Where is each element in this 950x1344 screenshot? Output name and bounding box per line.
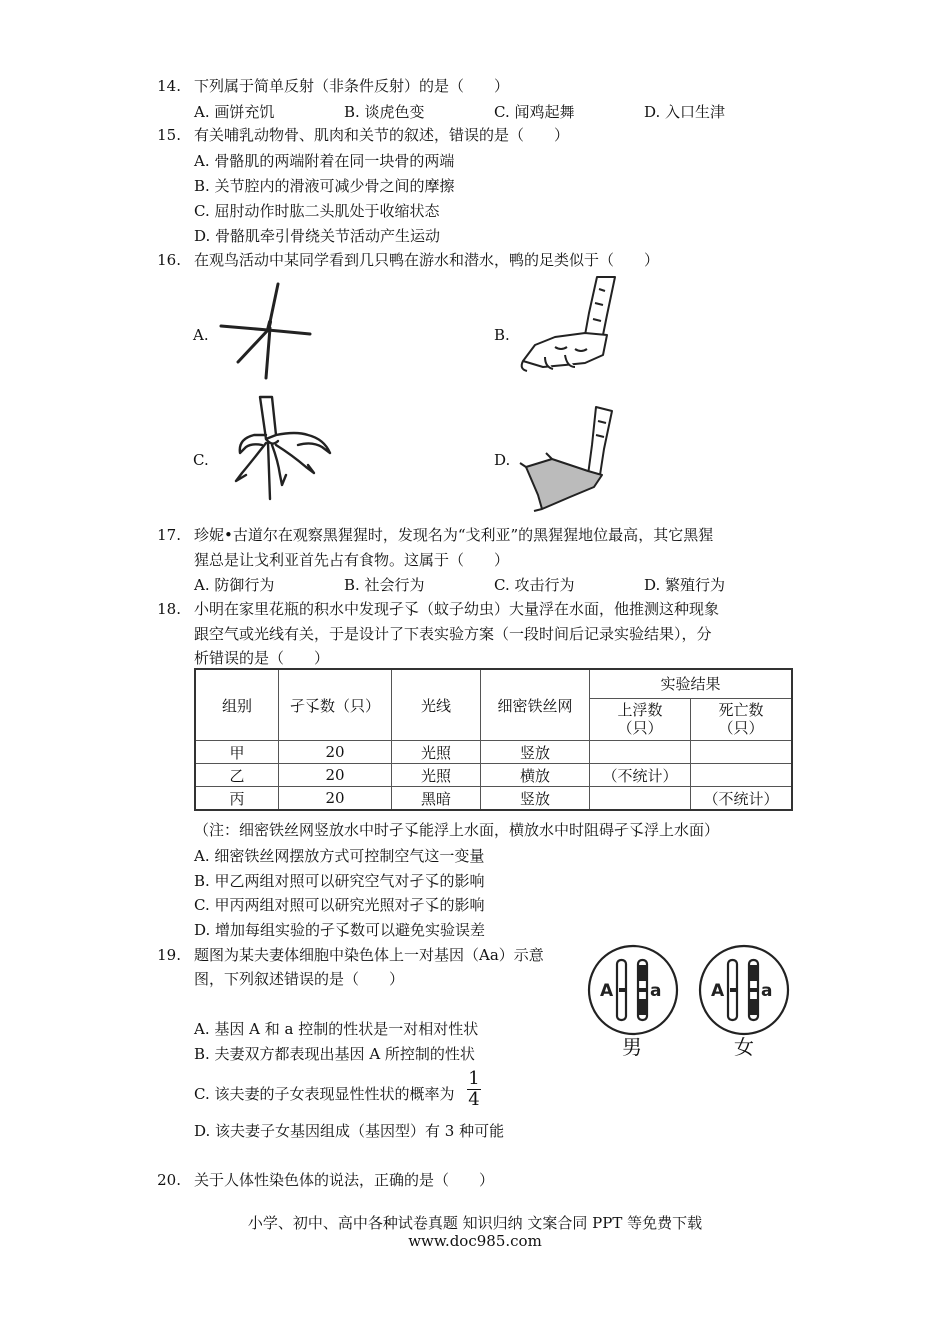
cell-count: 20 <box>279 741 392 764</box>
header-count: 孑孓数（只） <box>279 669 392 741</box>
option-d: D. 入口生津 <box>644 103 726 121</box>
option-d: D. 繁殖行为 <box>644 576 726 594</box>
question-number: 18. <box>157 600 181 618</box>
question-number: 14. <box>157 77 181 95</box>
header-dead <box>691 698 793 740</box>
header-group: 组别 <box>195 669 279 741</box>
header-dead-line2: （只） <box>718 719 764 738</box>
cell-float: （不统计） <box>590 764 691 787</box>
bird-foot-a-figure <box>218 282 318 382</box>
question-stem-line: 跟空气或光线有关，于是设计了下表实验方案（一段时间后记录实验结果），分 <box>194 625 712 643</box>
question-stem-line: 图，下列叙述错误的是（ ） <box>194 970 405 988</box>
footer-url[interactable]: www.doc985.com <box>408 1232 542 1250</box>
question-stem-line: 小明在家里花瓶的积水中发现孑孓（蚊子幼虫）大量浮在水面，他推测这种现象 <box>194 600 720 618</box>
question-stem: 关于人体性染色体的说法，正确的是（ ） <box>194 1171 495 1189</box>
cell-mesh: 竖放 <box>481 741 590 764</box>
option-a: A. 骨骼肌的两端附着在同一块骨的两端 <box>194 152 455 170</box>
question-number: 19. <box>157 946 181 964</box>
question-number: 15. <box>157 126 181 144</box>
question-number: 20. <box>157 1171 181 1189</box>
question-number: 17. <box>157 526 181 544</box>
question-stem-line: 题图为某夫妻体细胞中染色体上一对基因（Aa）示意 <box>194 946 544 964</box>
option-d: D. 增加每组实验的孑孓数可以避免实验误差 <box>194 921 486 939</box>
option-a: A. 细密铁丝网摆放方式可控制空气这一变量 <box>194 847 485 865</box>
option-b: B. 甲乙两组对照可以研究空气对孑孓的影响 <box>194 872 485 890</box>
option-c-label: C. <box>193 451 209 469</box>
question-stem-line: 珍妮•古道尔在观察黑猩猩时，发现名为“戈利亚”的黑猩猩地位最高，其它黑猩 <box>194 526 714 544</box>
question-stem: 在观鸟活动中某同学看到几只鸭在游水和潜水，鸭的足类似于（ ） <box>194 251 660 269</box>
fraction-denominator: 4 <box>468 1089 480 1110</box>
cell-count: 20 <box>279 787 392 811</box>
allele-label-A-male: A <box>600 981 614 1001</box>
cell-light: 光照 <box>392 741 481 764</box>
question-number: 16. <box>157 251 181 269</box>
question-stem-line: 析错误的是（ ） <box>194 649 330 667</box>
cell-dead: （不统计） <box>691 787 793 811</box>
option-c: C. 甲丙两组对照可以研究光照对孑孓的影响 <box>194 896 485 914</box>
table-row <box>195 787 792 811</box>
option-c: C. 该夫妻的子女表现显性性状的概率为 <box>194 1085 455 1103</box>
option-b-label: B. <box>494 326 510 344</box>
chromosome-circles <box>586 943 796 1039</box>
cell-light: 黑暗 <box>392 787 481 811</box>
option-b: B. 关节腔内的滑液可减少骨之间的摩擦 <box>194 177 455 195</box>
cell-float <box>590 787 691 811</box>
header-dead-line1: 死亡数 <box>718 701 764 720</box>
question-stem: 有关哺乳动物骨、肌肉和关节的叙述，错误的是（ ） <box>194 126 570 144</box>
header-float-line2: （只） <box>617 719 663 738</box>
cell-count: 20 <box>279 764 392 787</box>
header-float <box>590 698 691 740</box>
allele-label-a-female: a <box>761 981 773 1001</box>
cell-group: 乙 <box>195 764 279 787</box>
header-mesh: 细密铁丝网 <box>481 669 590 741</box>
fraction-numerator: 1 <box>468 1068 480 1089</box>
cell-group: 丙 <box>195 787 279 811</box>
header-float-line1: 上浮数 <box>617 701 663 720</box>
header-result: 实验结果 <box>590 669 793 698</box>
option-c: C. 屈肘动作时肱二头肌处于收缩状态 <box>194 202 440 220</box>
cell-light: 光照 <box>392 764 481 787</box>
cell-dead <box>691 764 793 787</box>
bird-foot-d-figure <box>512 405 622 513</box>
option-a: A. 基因 A 和 a 控制的性状是一对相对性状 <box>194 1020 479 1038</box>
footer-text: 小学、初中、高中各种试卷真题 知识归纳 文案合同 PPT 等免费下载 <box>247 1214 703 1232</box>
bird-foot-b-figure <box>515 275 635 375</box>
cell-mesh: 横放 <box>481 764 590 787</box>
header-light: 光线 <box>392 669 481 741</box>
bird-foot-c-figure <box>232 395 342 503</box>
option-c: C. 攻击行为 <box>494 576 575 594</box>
chromosome-figure <box>586 943 796 1063</box>
option-b: B. 社会行为 <box>344 576 425 594</box>
cell-float <box>590 741 691 764</box>
allele-label-a-male: a <box>650 981 662 1001</box>
cell-group: 甲 <box>195 741 279 764</box>
option-a: A. 防御行为 <box>194 576 275 594</box>
male-label: 男 <box>622 1035 642 1059</box>
option-c: C. 闻鸡起舞 <box>494 103 575 121</box>
option-a-label: A. <box>193 326 209 344</box>
cell-dead <box>691 741 793 764</box>
option-b: B. 夫妻双方都表现出基因 A 所控制的性状 <box>194 1045 475 1063</box>
table-note: （注：细密铁丝网竖放水中时孑孓能浮上水面，横放水中时阻碍孑孓浮上水面） <box>194 821 720 839</box>
experiment-table <box>194 668 793 811</box>
option-b: B. 谈虎色变 <box>344 103 425 121</box>
allele-label-A-female: A <box>711 981 725 1001</box>
option-a: A. 画饼充饥 <box>194 103 275 121</box>
table-row <box>195 741 792 764</box>
probability-fraction <box>467 1070 481 1109</box>
question-stem: 下列属于简单反射（非条件反射）的是（ ） <box>194 77 510 95</box>
option-d: D. 该夫妻子女基因组成（基因型）有 3 种可能 <box>194 1122 505 1140</box>
question-stem-line: 猩总是让戈利亚首先占有食物。这属于（ ） <box>194 551 510 569</box>
option-d: D. 骨骼肌牵引骨绕关节活动产生运动 <box>194 227 441 245</box>
option-d-label: D. <box>494 451 511 469</box>
table-row <box>195 764 792 787</box>
female-label: 女 <box>734 1035 754 1059</box>
cell-mesh: 竖放 <box>481 787 590 811</box>
